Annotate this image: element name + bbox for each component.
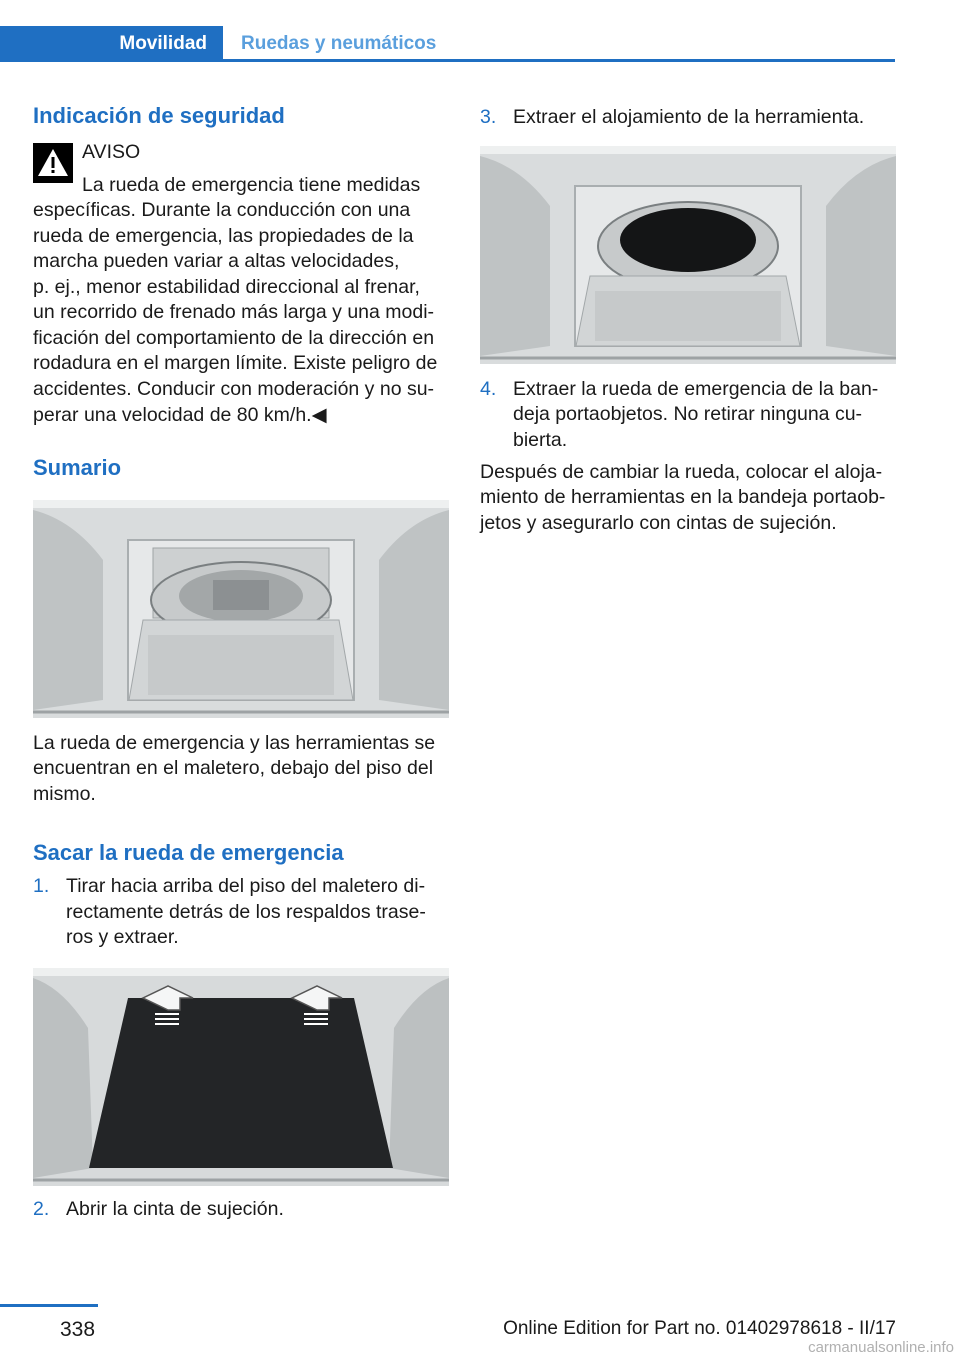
page-number: 338 xyxy=(60,1318,96,1341)
step1-line: rectamente detrás de los respaldos trase‐ xyxy=(66,901,426,923)
step1-line: Tirar hacia arriba del piso del maletero di‐ xyxy=(66,875,426,897)
warning-line: un recorrido de frenado más larga y una modi‐ xyxy=(33,301,435,323)
warning-line: marcha pueden variar a altas velocidades, xyxy=(33,250,400,272)
step-number: 4. xyxy=(480,378,497,400)
step2-text: Abrir la cinta de sujeción. xyxy=(66,1198,284,1220)
heading-sumario: Sumario xyxy=(33,455,122,480)
step-number: 1. xyxy=(33,875,50,897)
after-line: jetos y asegurarlo con cintas de sujeción. xyxy=(480,512,837,534)
warning-line: accidentes. Conducir con moderación y no su‐ xyxy=(33,378,435,400)
after-line: Después de cambiar la rueda, colocar el aloja‐ xyxy=(480,461,883,483)
trunk-floor-figure xyxy=(33,968,449,1186)
warning-line: La rueda de emergencia tiene medidas xyxy=(82,174,421,196)
warning-line: perar una velocidad de 80 km/h.◀ xyxy=(33,404,327,426)
tab-movilidad[interactable]: Movilidad xyxy=(0,26,223,62)
step4-line: Extraer la rueda de emergencia de la ban‐ xyxy=(513,378,879,400)
warning-line: p. ej., menor estabilidad direccional al frenar, xyxy=(33,276,420,298)
page-header xyxy=(0,0,960,62)
step4-line: bierta. xyxy=(513,429,568,451)
sumario-line: La rueda de emergencia y las herramientas se xyxy=(33,732,436,754)
step1-line: ros y extraer. xyxy=(66,926,179,948)
warning-icon xyxy=(33,143,73,183)
step-number: 3. xyxy=(480,106,497,128)
step4-line: deja portaobjetos. No retirar ninguna cu‐ xyxy=(513,403,863,425)
edition-info: Online Edition for Part no. 01402978618 - II/17 xyxy=(503,1318,896,1339)
warning-line: específicas. Durante la conducción con una xyxy=(33,199,411,221)
header-rule xyxy=(223,59,895,62)
warning-line: ficación del comportamiento de la dirección en xyxy=(33,327,435,349)
warning-line: rueda de emergencia, las propiedades de la xyxy=(33,225,414,247)
watermark: carmanualsonline.info xyxy=(808,1339,954,1356)
aviso-label: AVISO xyxy=(82,141,141,163)
footer-rule xyxy=(0,1304,98,1307)
tab-ruedas-neumaticos[interactable]: Ruedas y neumáticos xyxy=(241,33,437,54)
sumario-line: mismo. xyxy=(33,783,96,805)
step-number: 2. xyxy=(33,1198,50,1220)
warning-line: rodadura en el margen límite. Existe peligro de xyxy=(33,352,438,374)
heading-sacar-rueda: Sacar la rueda de emergencia xyxy=(33,840,344,865)
after-line: miento de herramientas en la bandeja portaob‐ xyxy=(480,486,886,508)
step3-text: Extraer el alojamiento de la herramienta. xyxy=(513,106,865,128)
heading-seguridad: Indicación de seguridad xyxy=(33,103,285,128)
trunk-spare-wheel-figure xyxy=(33,500,449,718)
tool-holder-figure xyxy=(480,146,896,364)
sumario-line: encuentran en el maletero, debajo del piso del xyxy=(33,757,434,779)
